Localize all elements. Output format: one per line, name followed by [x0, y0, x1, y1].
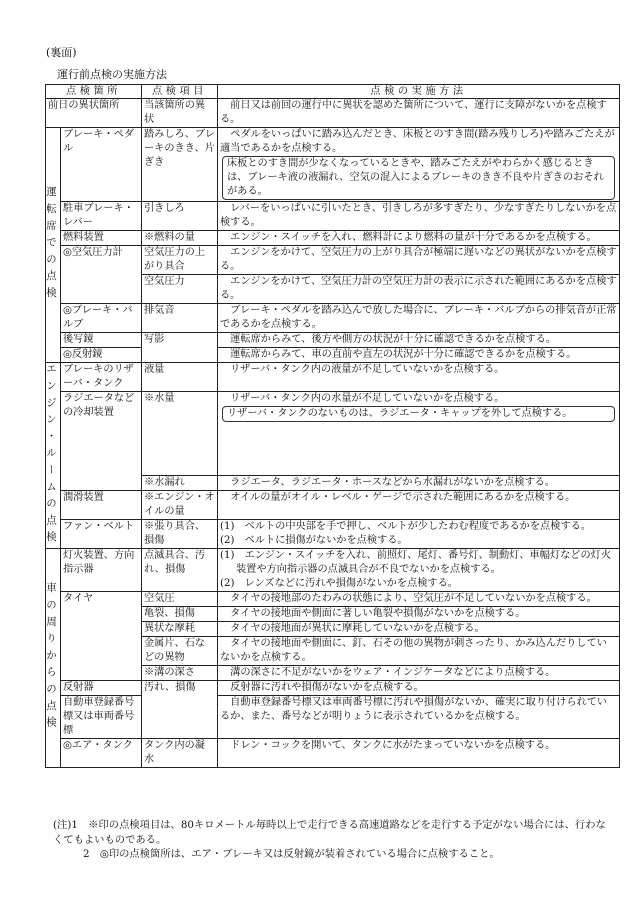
table-row: [46, 738, 620, 767]
table-row: [46, 490, 620, 519]
row-location: ファン・ベルト: [61, 519, 142, 548]
row-method: タイヤの接地面や側面に著しい亀裂や損傷がないかを点検する。: [218, 606, 620, 621]
column-header-method: 点検の実施方法: [218, 85, 620, 99]
row-item: 引きしろ: [142, 202, 218, 231]
row-item: ※張り具合、損傷: [142, 519, 218, 548]
row-method: ドレン・コックを開いて、タンクに水がたまっていないかを点検する。: [218, 738, 620, 767]
row-location: ◎空気圧力計: [61, 246, 142, 304]
row-item: 写影: [142, 333, 218, 363]
page-subtitle: 運行前点検の実施方法: [57, 68, 167, 81]
table-row: [46, 246, 620, 275]
row-item: 亀裂、損傷: [142, 606, 218, 621]
row-location: ブレーキのリザーバ・タンク: [61, 363, 142, 392]
method-step: (1) エンジン・スイッチを入れ、前照灯、尾灯、番号灯、制動灯、車幅灯などの灯火装置や方向指示器の点滅具合が不良でないかを点検する。: [220, 549, 612, 575]
footnote-1: (注)1 ※印の点検項目は、80キロメートル毎時以上で走行できる高速道路などを走行する予定がない場合には、行わなくてもよいものである。: [53, 819, 606, 846]
group-label-driver-seat: 運転席での点検: [46, 128, 61, 363]
table-row: [46, 680, 620, 695]
group-label-engine-room: エンジン・ルームの点検: [46, 363, 61, 549]
row-method: タイヤの接地部のたわみの状態により、空気圧が不足していないかを点検する。: [218, 591, 620, 606]
row-method: エンジンをかけて、空気圧力の上がり具合が極端に遅いなどの異状がないかを点検する。: [218, 246, 620, 275]
row-method: オイルの量がオイル・レベル・ゲージで示された範囲にあるかを点検する。: [218, 490, 620, 519]
row-method: ブレーキ・ペダルを踏み込んで放した場合に、ブレーキ・バルブからの排気音が正常であるかを点検する。: [218, 304, 620, 333]
row-method: エンジン・スイッチを入れ、燃料計により燃料の量が十分であるかを点検する。: [218, 231, 620, 246]
row-method: 自動車登録番号標又は車両番号標に汚れや損傷がないか、確実に取り付けられているか、また、番号などが明りょうに表示されているかを点検する。: [218, 695, 620, 738]
table-row: [46, 392, 620, 476]
row-item: 排気音: [142, 304, 218, 333]
table-row: [46, 695, 620, 738]
method-step: (1) ベルトの中央部を手で押し、ベルトが少したわむ程度であるかを点検する。: [220, 520, 591, 532]
row-item: 点滅具合、汚れ、損傷: [142, 548, 218, 591]
row-location: タイヤ: [61, 591, 142, 680]
table-row: [46, 348, 620, 363]
row-method: エンジンをかけて、空気圧力計の空気圧力計の表示に示された範囲にあるかを点検する。: [218, 275, 620, 304]
table-row: [46, 231, 620, 246]
row-method: [218, 519, 620, 548]
method-step: (2) ベルトに損傷がないかを点検する。: [220, 534, 408, 546]
row-item: 汚れ、損傷: [142, 680, 218, 738]
row-item: ※水漏れ: [142, 475, 218, 490]
row-location: ラジエータなどの冷却装置: [61, 392, 142, 491]
row-method: [218, 128, 620, 202]
table-row: [46, 99, 620, 128]
row-item: ※エンジン・オイルの量: [142, 490, 218, 519]
method-text: リザーバ・タンク内の水量が不足していないかを点検する。: [220, 393, 505, 404]
row-location: 駐車ブレーキ・レバー: [61, 202, 142, 231]
row-location: ◎反射鏡: [61, 348, 142, 363]
row-method: [218, 548, 620, 591]
row-item: ※溝の深さ: [142, 665, 218, 680]
footnotes: [53, 818, 613, 862]
row-method: 運転席からみて、車の直前や直左の状況が十分に確認できるかを点検する。: [218, 348, 620, 363]
column-header-location: 点検箇所: [46, 85, 142, 99]
inspection-table: [45, 84, 620, 768]
row-method: [218, 392, 620, 476]
table-header-row: [46, 85, 620, 99]
row-item: 踏みしろ、ブレーキのきき、片ぎき: [142, 128, 218, 202]
row-location: 後写鏡: [61, 333, 142, 348]
row-location: 燃料装置: [61, 231, 142, 246]
row-method: 前日又は前回の運行中に異状を認めた箇所について、運行に支障がないかを点検する。: [218, 99, 620, 128]
row-item: 空気圧力: [142, 275, 218, 304]
row-location: ◎エア・タンク: [61, 738, 142, 767]
page-header: (裏面): [46, 46, 77, 59]
row-location: 灯火装置、方向指示器: [61, 548, 142, 591]
row-item: 液量: [142, 363, 218, 392]
group-label-around-vehicle: 車の周りからの点検: [46, 548, 61, 767]
row-item: タンク内の凝水: [142, 738, 218, 767]
row-item: ※燃料の量: [142, 231, 218, 246]
row-item: ※水量: [142, 392, 218, 476]
method-note: リザーバ・タンクのないものは、ラジエータ・キャップを外して点検する。: [222, 406, 615, 422]
footnote-2: 2 ◎印の点検箇所は、エア・ブレーキ又は反射鏡が装着されている場合に点検すること。: [83, 848, 500, 860]
row-location: ブレーキ・ペダル: [61, 128, 142, 202]
row-method: 溝の深さに不足がないかをウェア・インジケータなどにより点検する。: [218, 665, 620, 680]
row-item: 金属片、石などの異物: [142, 636, 218, 665]
row-item: 異状な摩耗: [142, 621, 218, 636]
row-method: ラジエータ、ラジエータ・ホースなどから水漏れがないかを点検する。: [218, 475, 620, 490]
method-step: (2) レンズなどに汚れや損傷がないかを点検する。: [220, 577, 458, 589]
row-location: 前日の異状箇所: [46, 99, 142, 128]
row-item: 空気圧力の上がり具合: [142, 246, 218, 275]
row-method: リザーバ・タンク内の液量が不足していないかを点検する。: [218, 363, 620, 392]
table-row: [46, 304, 620, 333]
method-text: ペダルをいっぱいに踏み込んだとき、床板とのすき間(踏み残りしろ)や踏みごたえが適当であるかを点検する。: [220, 129, 615, 154]
table-row: [46, 519, 620, 548]
table-row: [46, 363, 620, 392]
table-row: [46, 128, 620, 202]
row-location: 潤滑装置: [61, 490, 142, 519]
row-item: 空気圧: [142, 591, 218, 606]
row-method: 反射器に汚れや損傷がないかを点検する。: [218, 680, 620, 695]
row-location: 自動車登録番号標又は車両番号標: [61, 695, 142, 738]
row-item: 当該箇所の異状: [142, 99, 218, 128]
row-location: ◎ブレーキ・バルブ: [61, 304, 142, 333]
row-method: タイヤの接地面が異状に摩耗していないかを点検する。: [218, 621, 620, 636]
column-header-item: 点検項目: [142, 85, 218, 99]
row-method: レバーをいっぱいに引いたとき、引きしろが多すぎたり、少なすぎたりしないかを点検する。: [218, 202, 620, 231]
row-location: 反射器: [61, 680, 142, 695]
table-row: [46, 548, 620, 591]
table-row: [46, 202, 620, 231]
table-row: [46, 591, 620, 606]
row-method: 運転席からみて、後方や側方の状況が十分に確認できるかを点検する。: [218, 333, 620, 348]
row-method: タイヤの接地面や側面に、釘、石その他の異物が刺さったり、かみ込んだりしていないかを点検する。: [218, 636, 620, 665]
method-note: 床板とのすき間が少なくなっているときや、踏みごたえがやわらかく感じるときは、ブレーキ液の液漏れ、空気の混入によるブレーキのきき不良や片ぎきのおそれがある。: [222, 156, 615, 200]
table-row: [46, 333, 620, 348]
